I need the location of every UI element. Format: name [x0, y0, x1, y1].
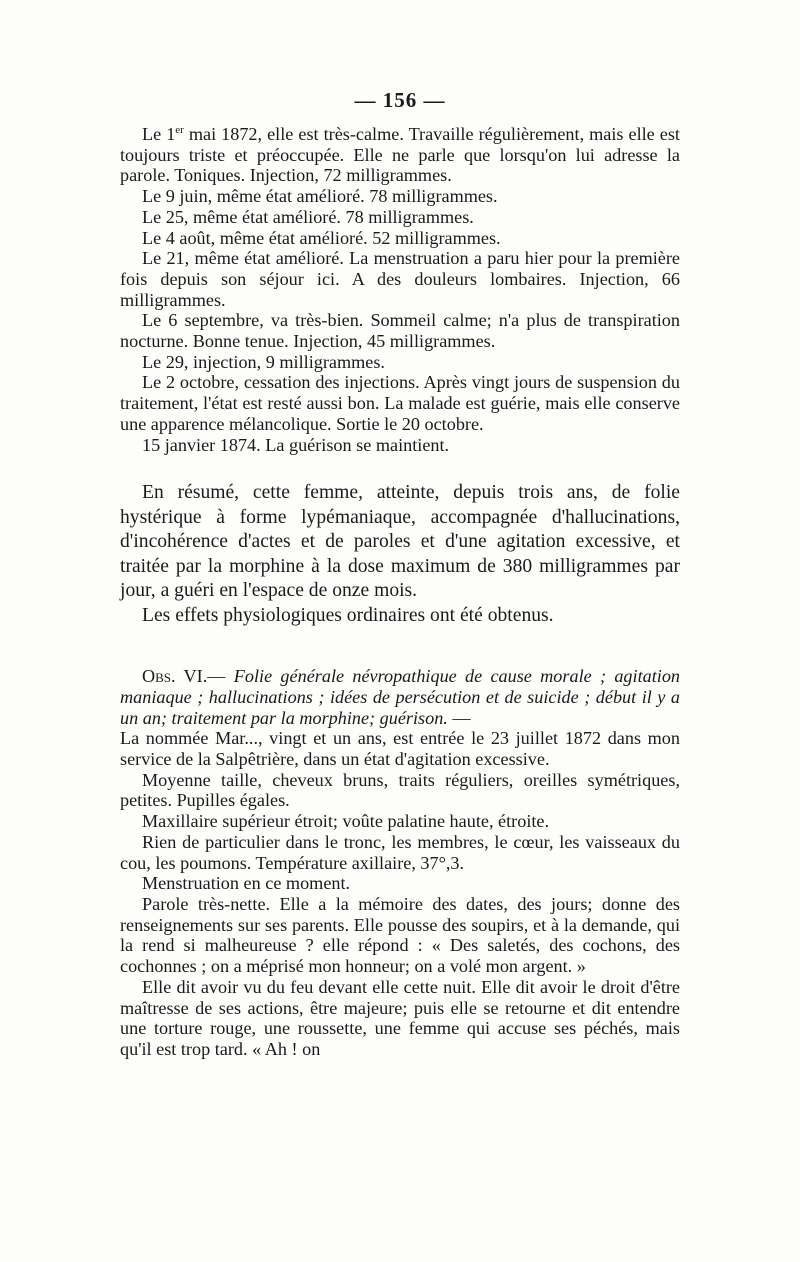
journal-entry: Le 25, même état amélioré. 78 milligrammes.: [142, 206, 474, 227]
observation-paragraph: Parole très-nette. Elle a la mémoire des dates, des jours; donne des renseignements sur ses parents. Elle pousse des soupirs, et à la demande, qui la rend si malheureuse ? elle répond : « Des saletés, des cochons, des cochonnes ; on a méprisé mon honneur; on a volé mon argent. »: [120, 893, 680, 977]
journal-entry: Le 4 août, même état amélioré. 52 milligrammes.: [142, 227, 501, 248]
summary-paragraph: En résumé, cette femme, atteinte, depuis trois ans, de folie hystérique à forme lypémaniaque, accompagnée d'hallucinations, d'incohérence d'actes et de paroles et d'une agitation excessive, et traitée par la morphine à la dose maximum de 380 milligrammes par jour, a guéri en l'espace de onze mois.: [120, 482, 680, 602]
observation-section: [120, 666, 680, 1059]
journal-entry: Le 21, même état amélioré. La menstruation a paru hier pour la première fois depuis son séjour ici. A des douleurs lombaires. Injection, 66 milligrammes.: [120, 248, 680, 310]
summary-paragraph: Les effets physiologiques ordinaires ont été obtenus.: [142, 604, 554, 626]
text-column: [120, 124, 680, 1060]
journal-entry: Le 6 septembre, va très-bien. Sommeil calme; n'a plus de transpiration nocturne. Bonne tenue. Injection, 45 milligrammes.: [120, 310, 680, 352]
observation-label: Obs. VI.: [142, 666, 208, 687]
observation-title: Folie générale névropathique de cause morale ; agitation maniaque ; hallucinations ; idées de persécution et de suicide ; début il y a un an; traitement par la morphine; guérison.: [120, 666, 681, 728]
page-number: — 156 —: [354, 88, 446, 112]
observation-paragraph: Rien de particulier dans le tronc, les membres, le cœur, les vaisseaux du cou, les poumons. Température axillaire, 37°,3.: [120, 831, 680, 873]
observation-paragraph: Maxillaire supérieur étroit; voûte palatine haute, étroite.: [142, 811, 550, 832]
case-journal: [120, 124, 680, 455]
summary-section: [120, 481, 680, 628]
journal-entry: Le 29, injection, 9 milligrammes.: [142, 351, 385, 372]
observation-paragraph: Menstruation en ce moment.: [142, 873, 351, 894]
observation-heading: Obs. VI.— Folie générale névropathique de cause morale ; agitation maniaque ; hallucinations ; idées de persécution et de suicide ; début il y a un an; traitement par la morphine; guérison. —: [120, 666, 681, 728]
observation-paragraph: Moyenne taille, cheveux bruns, traits réguliers, oreilles symétriques, petites. Pupilles égales.: [120, 769, 680, 811]
journal-entry: 15 janvier 1874. La guérison se maintient.: [142, 434, 450, 455]
observation-paragraph: La nommée Mar..., vingt et un ans, est entrée le 23 juillet 1872 dans mon service de la Salpêtrière, dans un état d'agitation excessive.: [120, 728, 680, 770]
journal-entry: Le 9 juin, même état amélioré. 78 milligrammes.: [142, 186, 498, 207]
journal-entry: Le 1er mai 1872, elle est très-calme. Travaille régulièrement, mais elle est toujours triste et préoccupée. Elle ne parle que lorsqu'on lui adresse la parole. Toniques. Injection, 72 milligrammes.: [120, 123, 680, 186]
journal-entry: Le 2 octobre, cessation des injections. Après vingt jours de suspension du traitement, l'état est resté aussi bon. La malade est guérie, mais elle conserve une apparence mélancolique. Sortie le 20 octobre.: [120, 372, 680, 434]
observation-paragraph: Elle dit avoir vu du feu devant elle cette nuit. Elle dit avoir le droit d'être maîtresse de ses actions, être majeure; puis elle se retourne et dit entendre une torture rouge, une roussette, une femme qui accuse ses péchés, mais qu'il est trop tard. « Ah ! on: [120, 976, 680, 1059]
